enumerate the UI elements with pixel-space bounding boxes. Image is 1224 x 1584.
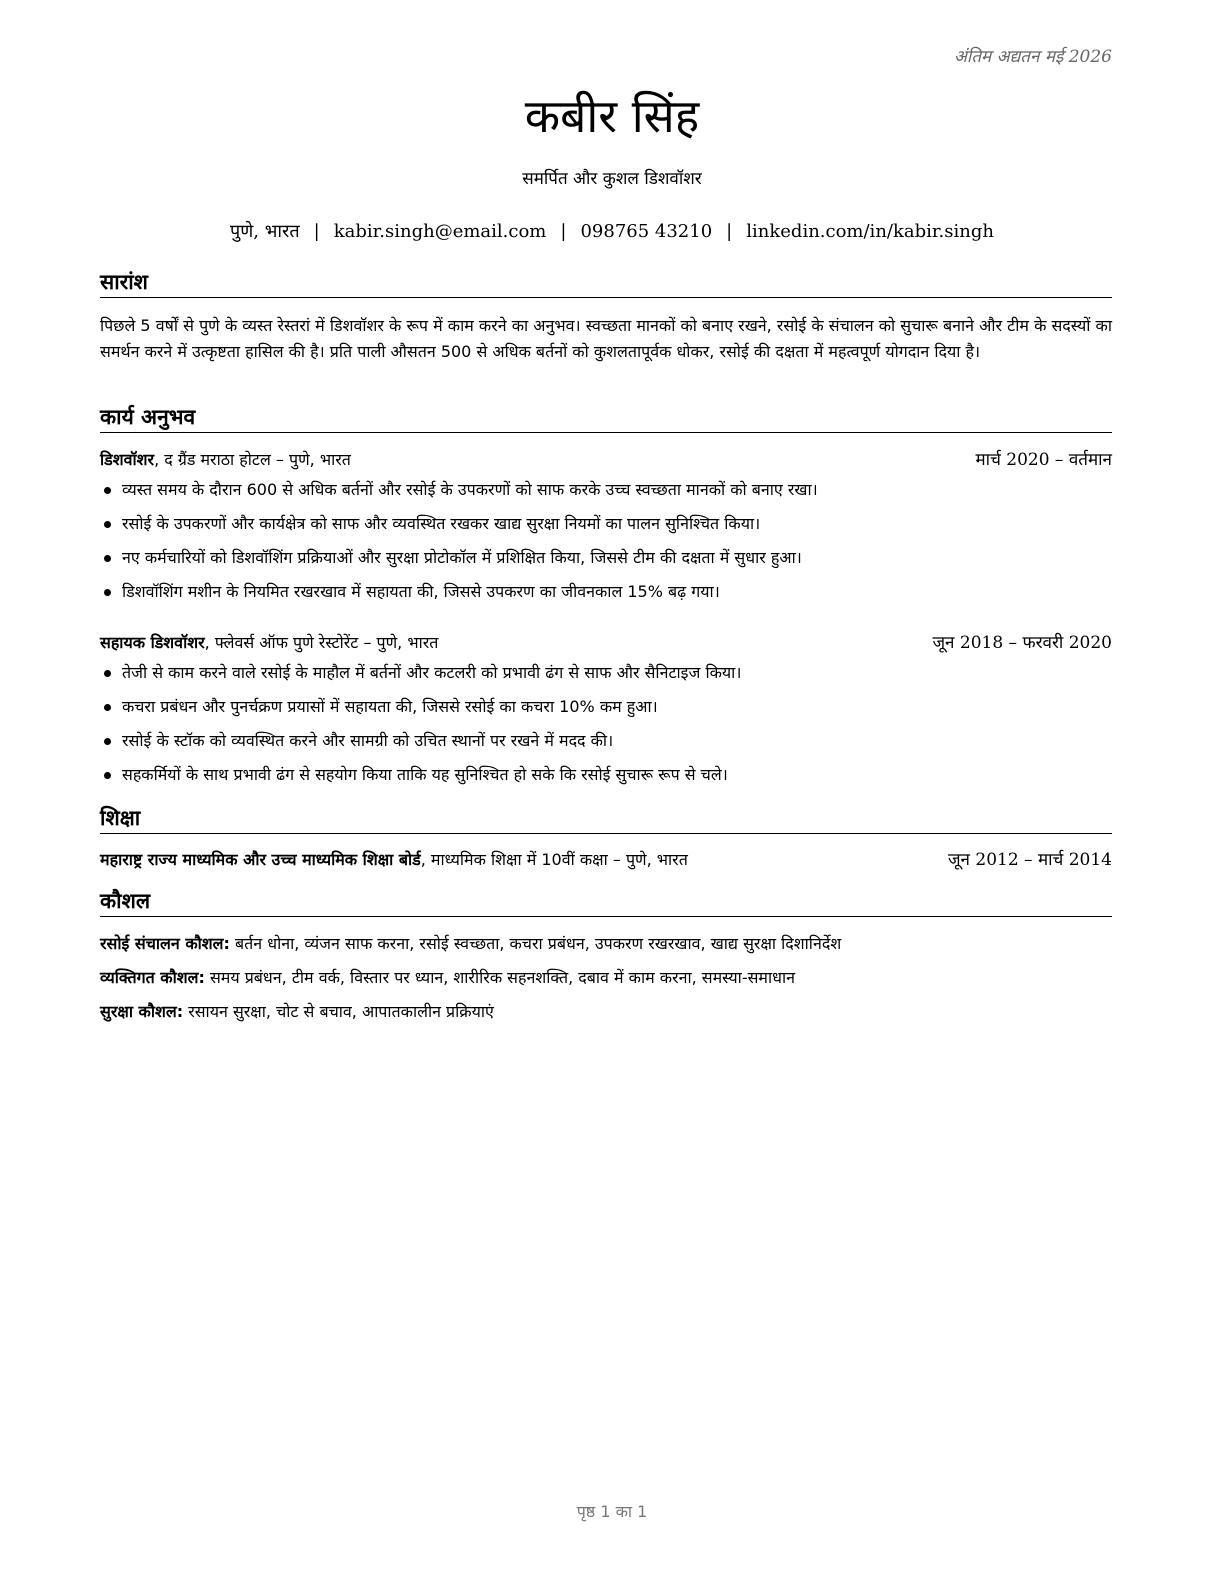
list-item: व्यस्त समय के दौरान 600 से अधिक बर्तनों और रसोई के उपकरणों को साफ करके उच्च स्वच्छता मानकों को बनाए रखा। bbox=[100, 478, 1112, 512]
job-bullets bbox=[100, 661, 1112, 797]
page-number: पृष्ठ 1 का 1 bbox=[576, 1502, 648, 1521]
contact-separator: | bbox=[560, 221, 567, 242]
education-detail: , माध्यमिक शिक्षा में 10वीं कक्षा – पुणे, भारत bbox=[420, 850, 688, 869]
contact-phone: 098765 43210 bbox=[580, 221, 713, 242]
list-item: सहकर्मियों के साथ प्रभावी ढंग से सहयोग किया ताकि यह सुनिश्चित हो सके कि रसोई सुचारू रूप से चले। bbox=[100, 763, 1112, 797]
last-updated: अंतिम अद्यतन मई 2026 bbox=[953, 47, 1112, 67]
job-title-line bbox=[100, 448, 351, 472]
job-dates: जून 2018 – फरवरी 2020 bbox=[932, 633, 1112, 653]
contact-separator: | bbox=[313, 221, 320, 242]
contact-separator: | bbox=[726, 221, 733, 242]
skill-line bbox=[100, 966, 1112, 990]
list-item: कचरा प्रबंधन और पुनर्चक्रण प्रयासों में सहायता की, जिससे रसोई का कचरा 10% कम हुआ। bbox=[100, 695, 1112, 729]
education-line bbox=[100, 848, 688, 872]
education-dates: जून 2012 – मार्च 2014 bbox=[947, 850, 1112, 870]
job-header bbox=[100, 631, 1112, 655]
skill-value: बर्तन धोना, व्यंजन साफ करना, रसोई स्वच्छता, कचरा प्रबंधन, उपकरण रखरखाव, खाद्य सुरक्षा दिशानिर्देश bbox=[229, 934, 842, 953]
skill-label: रसोई संचालन कौशल: bbox=[100, 934, 230, 953]
section-title-skills: कौशल bbox=[100, 887, 1112, 917]
education-entry bbox=[100, 848, 1112, 872]
section-title-experience: कार्य अनुभव bbox=[100, 403, 1112, 433]
job-role: डिशवॉशर bbox=[100, 450, 155, 469]
list-item: रसोई के स्टॉक को व्यवस्थित करने और सामग्री को उचित स्थानों पर रखने में मदद की। bbox=[100, 729, 1112, 763]
list-item: डिशवॉशिंग मशीन के नियमित रखरखाव में सहायता की, जिससे उपकरण का जीवनकाल 15% बढ़ गया। bbox=[100, 580, 1112, 614]
skill-line bbox=[100, 1000, 1112, 1024]
list-item: रसोई के उपकरणों और कार्यक्षेत्र को साफ और व्यवस्थित रखकर खाद्य सुरक्षा नियमों का पालन सुनिश्चित किया। bbox=[100, 512, 1112, 546]
job-dates: मार्च 2020 – वर्तमान bbox=[975, 450, 1112, 470]
contact-line bbox=[0, 219, 1224, 243]
summary-text: पिछले 5 वर्षों से पुणे के व्यस्त रेस्तरां में डिशवॉशर के रूप में काम करने का अनुभव। स्वच्छता मानकों को बनाए रखने, रसोई के संचालन को सुचारू बनाने और टीम के सदस्यों का समर्थन करने में उत्कृष्टता हासिल की है। प्रति पाली औसतन 500 से अधिक बर्तनों को कुशलतापूर्वक धोकर, रसोई की दक्षता में महत्वपूर्ण योगदान दिया है। bbox=[100, 316, 1112, 361]
job-title-line bbox=[100, 631, 438, 655]
skill-line bbox=[100, 932, 1112, 956]
job-role: सहायक डिशवॉशर bbox=[100, 633, 205, 652]
job-bullets bbox=[100, 478, 1112, 614]
job-org: , फ्लेवर्स ऑफ पुणे रेस्टोरेंट – पुणे, भारत bbox=[204, 633, 439, 652]
skill-label: सुरक्षा कौशल: bbox=[100, 1002, 184, 1021]
tagline: समर्पित और कुशल डिशवॉशर bbox=[522, 169, 702, 189]
contact-linkedin[interactable]: linkedin.com/in/kabir.singh bbox=[746, 221, 994, 242]
contact-email[interactable]: kabir.singh@email.com bbox=[333, 221, 547, 242]
candidate-name: कबीर सिंह bbox=[524, 89, 700, 143]
job-org: , द ग्रैंड मराठा होटल – पुणे, भारत bbox=[154, 450, 351, 469]
education-institution: महाराष्ट्र राज्य माध्यमिक और उच्च माध्यमिक शिक्षा बोर्ड bbox=[100, 850, 421, 869]
contact-location: पुणे, भारत bbox=[230, 221, 300, 242]
section-title-summary: सारांश bbox=[100, 268, 1112, 298]
list-item: नए कर्मचारियों को डिशवॉशिंग प्रक्रियाओं और सुरक्षा प्रोटोकॉल में प्रशिक्षित किया, जिससे टीम की दक्षता में सुधार हुआ। bbox=[100, 546, 1112, 580]
list-item: तेजी से काम करने वाले रसोई के माहौल में बर्तनों और कटलरी को प्रभावी ढंग से साफ और सैनिटाइज किया। bbox=[100, 661, 1112, 695]
skill-value: रसायन सुरक्षा, चोट से बचाव, आपातकालीन प्रक्रियाएं bbox=[183, 1002, 494, 1021]
skill-label: व्यक्तिगत कौशल: bbox=[100, 968, 205, 987]
section-title-education: शिक्षा bbox=[100, 804, 1112, 834]
job-header bbox=[100, 448, 1112, 472]
skill-value: समय प्रबंधन, टीम वर्क, विस्तार पर ध्यान, शारीरिक सहनशक्ति, दबाव में काम करना, समस्या-समाधान bbox=[204, 968, 795, 987]
